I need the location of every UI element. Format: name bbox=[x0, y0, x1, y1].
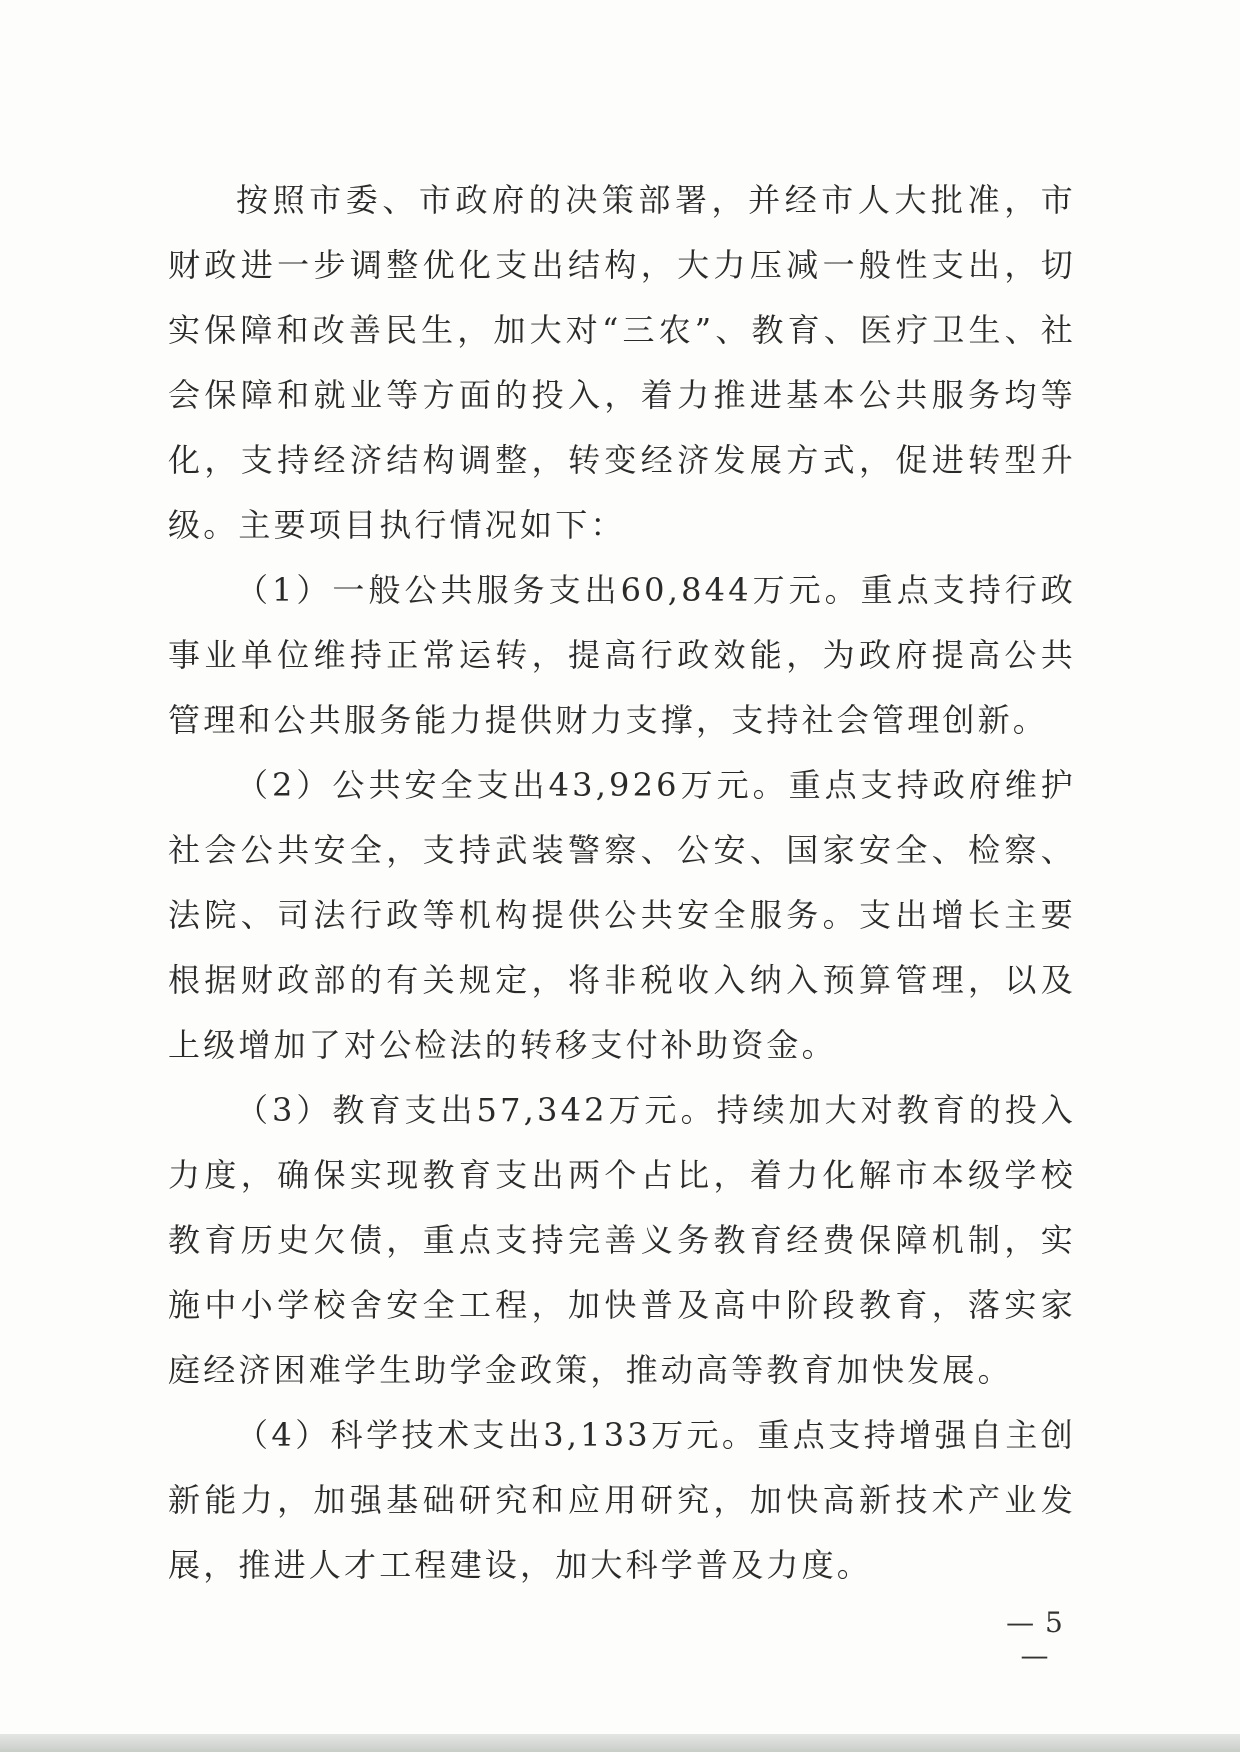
scan-edge bbox=[0, 1734, 1240, 1752]
paragraph-education: （3）教育支出57,342万元。持续加大对教育的投入力度，确保实现教育支出两个占比，着力化解市本级学校教育历史欠债，重点支持完善义务教育经费保障机制，实施中小学校舍安全工程，加快普及高中阶段教育，落实家庭经济困难学生助学金政策，推动高等教育加快发展。 bbox=[168, 1091, 1076, 1389]
paragraph-intro: 按照市委、市政府的决策部署，并经市人大批准，市财政进一步调整优化支出结构，大力压减一般性支出，切实保障和改善民生，加大对“三农”、教育、医疗卫生、社会保障和就业等方面的投入，着力推进基本公共服务均等化，支持经济结构调整，转变经济发展方式，促进转型升级。主要项目执行情况如下： bbox=[168, 181, 1076, 544]
paragraph-public-security: （2）公共安全支出43,926万元。重点支持政府维护社会公共安全，支持武装警察、公安、国家安全、检察、法院、司法行政等机构提供公共安全服务。支出增长主要根据财政部的有关规定，将非税收入纳入预算管理，以及上级增加了对公检法的转移支付补助资金。 bbox=[168, 766, 1076, 1064]
paragraph-science-technology: （4）科学技术支出3,133万元。重点支持增强自主创新能力，加强基础研究和应用研究，加快高新技术产业发展，推进人才工程建设，加大科学普及力度。 bbox=[168, 1416, 1076, 1584]
page-number: — 5 — bbox=[1006, 1606, 1064, 1672]
document-body bbox=[168, 168, 1076, 1598]
paragraph-general-public-services: （1）一般公共服务支出60,844万元。重点支持行政事业单位维持正常运转，提高行政效能，为政府提高公共管理和公共服务能力提供财力支撑，支持社会管理创新。 bbox=[168, 571, 1076, 739]
